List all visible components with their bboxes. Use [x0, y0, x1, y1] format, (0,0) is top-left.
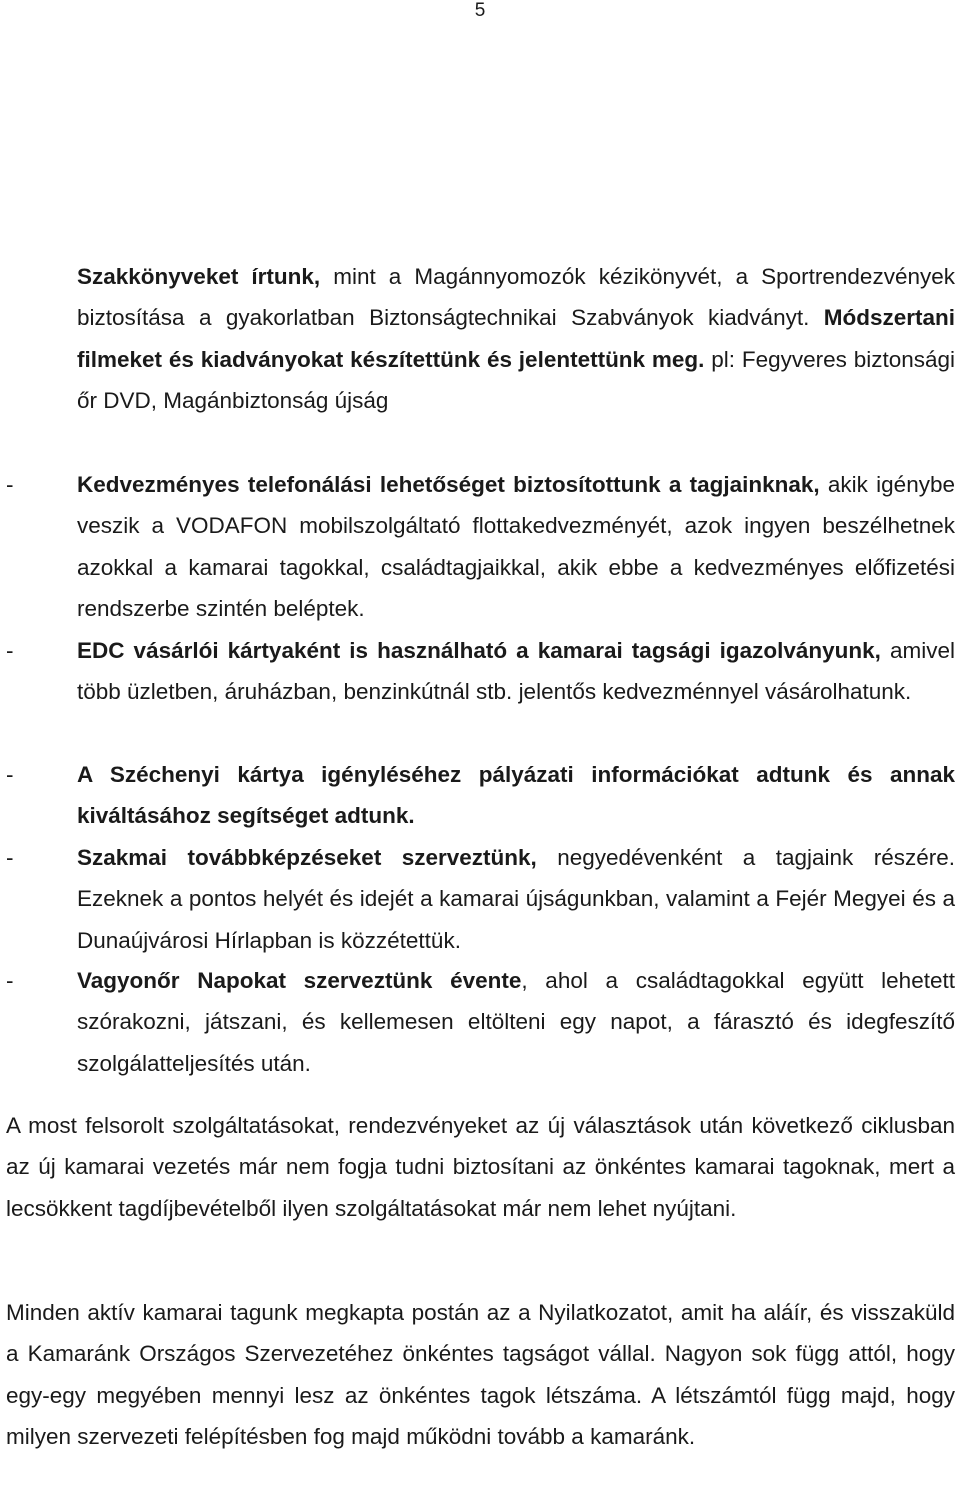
page-number: 5	[474, 0, 486, 21]
list-dash: -	[6, 968, 14, 993]
list-item-bold: Kedvezményes telefonálási lehetőséget biztosítottunk a tagjainknak,	[77, 472, 820, 497]
list-dash: -	[6, 472, 14, 497]
list-item	[0, 754, 960, 837]
list-dash: -	[6, 762, 14, 787]
list-dash: -	[6, 638, 14, 663]
list-item-bold: Vagyonőr Napokat szerveztünk évente	[77, 968, 522, 993]
intro-paragraph	[77, 256, 955, 422]
list-item	[0, 960, 960, 1084]
list-item-bold: A Széchenyi kártya igényléséhez pályázati információkat adtunk és annak kiváltásához segítséget adtunk.	[77, 762, 955, 829]
paragraph-declaration: Minden aktív kamarai tagunk megkapta postán az a Nyilatkozatot, amit ha aláír, és visszaküld a Kamaránk Országos Szervezetéhez önkéntes tagságot vállal. Nagyon sok függ attól, hogy egy-egy megyében mennyi lesz az önkéntes tagok létszáma. A létszámtól függ majd, hogy milyen szervezeti felépítésben fog majd működni tovább a kamaránk.	[6, 1300, 955, 1450]
list-item-text: negyedévenként a tagjaink részére. Ezeknek a pontos helyét és idejét a kamarai újságunkban, valamint a Fejér Megyei és a Dunaújvárosi Hírlapban is közzétettük.	[77, 845, 956, 953]
list-dash: -	[6, 845, 14, 870]
intro-bold-2: Módszertani filmeket és kiadványokat készítettünk és jelentettünk meg.	[77, 305, 955, 372]
intro-bold-1: Szakkönyveket írtunk,	[77, 264, 321, 289]
intro-text-1: mint a Magánnyomozók kézikönyvét, a Sportrendezvények biztosítása a gyakorlatban Biztonságtechnikai Szabványok kiadványt.	[77, 264, 955, 331]
list-item	[0, 464, 960, 630]
list-item-bold: EDC vásárlói kártyaként is használható a kamarai tagsági igazolványunk,	[77, 638, 881, 663]
list-item-text: akik igénybe veszik a VODAFON mobilszolgáltató flottakedvezményét, azok ingyen beszélhetnek azokkal a kamarai tagokkal, családtagjaikkal, akik ebbe a kedvezményes előfizetési rendszerbe szintén beléptek.	[77, 472, 955, 622]
paragraph-services: A most felsorolt szolgáltatásokat, rendezvényeket az új választások után következő ciklusban az új kamarai vezetés már nem fogja tudni biztosítani az önkéntes kamarai tagoknak, mert a lecsökkent tagdíjbevételből ilyen szolgáltatásokat már nem lehet nyújtani.	[6, 1113, 955, 1221]
list-item	[0, 630, 960, 713]
list-item-text: , ahol a családtagokkal együtt lehetett szórakozni, játszani, és kellemesen eltölteni egy napot, a fárasztó és idegfeszítő szolgálatteljesítés után.	[77, 968, 955, 1076]
intro-text-2: pl: Fegyveres biztonsági őr DVD, Magánbiztonság újság	[77, 346, 956, 414]
list-item-bold: Szakmai továbbképzéseket szerveztünk,	[77, 845, 537, 870]
list-item	[0, 837, 960, 961]
list-item-text: amivel több üzletben, áruházban, benzinkútnál stb. jelentős kedvezménnyel vásárolhatunk.	[77, 638, 955, 705]
